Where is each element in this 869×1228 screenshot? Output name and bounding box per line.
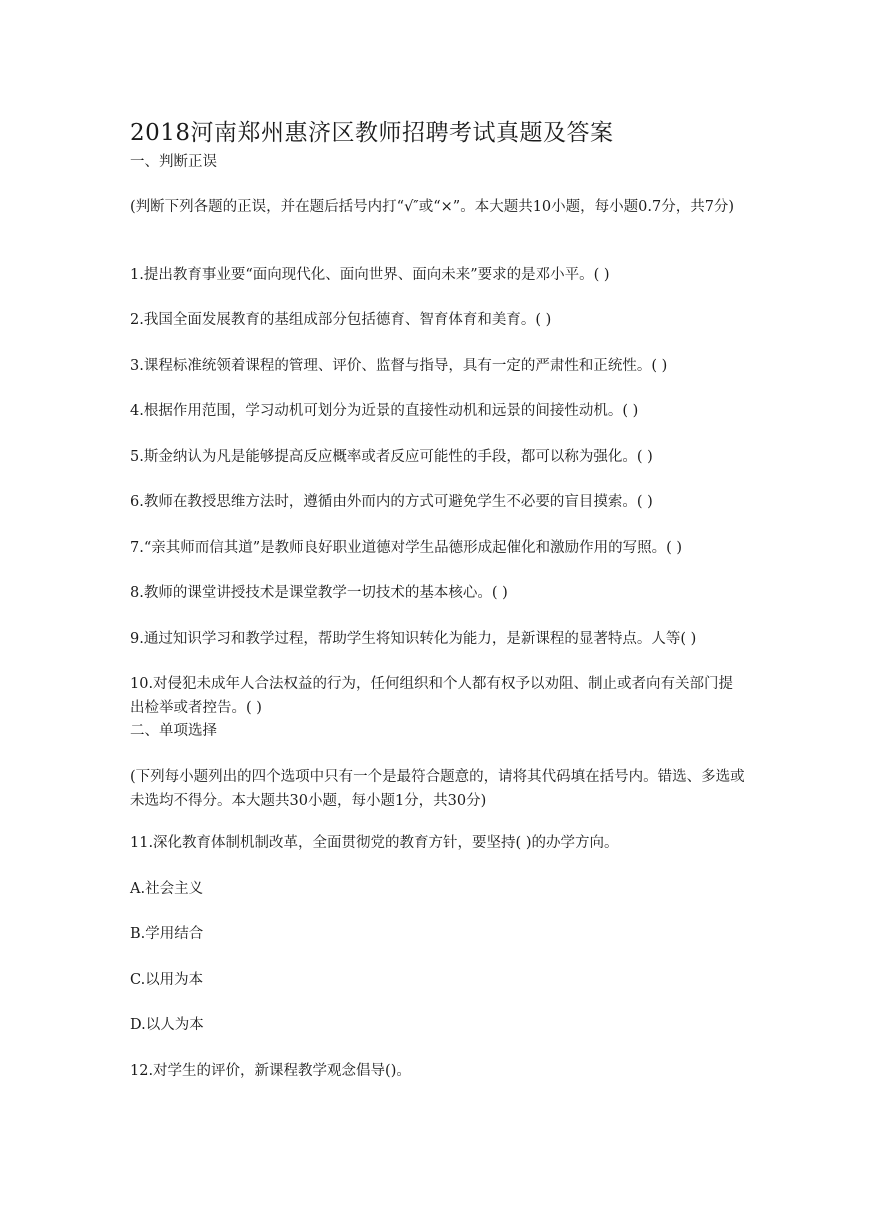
question-11-option-a: A.社会主义 <box>130 881 204 897</box>
question-9: 9.通过知识学习和教学过程，帮助学生将知识转化为能力，是新课程的显著特点。人等( ) <box>130 631 697 647</box>
question-11-option-d: D.以人为本 <box>130 1017 204 1033</box>
question-11-option-b: B.学用结合 <box>130 926 204 942</box>
question-10: 10.对侵犯未成年人合法权益的行为，任何组织和个人都有权予以劝阻、制止或者向有关部门提出检举或者控告。( ) <box>130 676 734 716</box>
question-6: 6.教师在教授思维方法时，遵循由外而内的方式可避免学生不必要的盲目摸索。( ) <box>130 494 653 510</box>
question-4: 4.根据作用范围，学习动机可划分为近景的直接性动机和远景的间接性动机。( ) <box>130 403 639 419</box>
section2-instructions: (下列每小题列出的四个选项中只有一个是最符合题意的，请将其代码填在括号内。错选、多选或未选均不得分。本大题共30小题，每小题1分，共30分) <box>130 769 745 809</box>
question-11: 11.深化教育体制机制改革，全面贯彻党的教育方针，要坚持( )的办学方向。 <box>130 835 619 851</box>
question-3: 3.课程标准统领着课程的管理、评价、监督与指导，具有一定的严肃性和正统性。( ) <box>130 358 668 374</box>
question-1: 1.提出教育事业要“面向现代化、面向世界、面向未来”要求的是邓小平。( ) <box>130 267 610 283</box>
question-5: 5.斯金纳认为凡是能够提高反应概率或者反应可能性的手段，都可以称为强化。( ) <box>130 449 653 465</box>
question-12: 12.对学生的评价，新课程教学观念倡导()。 <box>130 1063 411 1079</box>
question-11-option-c: C.以用为本 <box>130 972 204 988</box>
document-title: 2018河南郑州惠济区教师招聘考试真题及答案 <box>130 120 614 146</box>
section1-heading: 一、判断正误 <box>130 154 217 170</box>
question-8: 8.教师的课堂讲授技术是课堂教学一切技术的基本核心。( ) <box>130 585 508 601</box>
question-2: 2.我国全面发展教育的基组成部分包括德育、智育体育和美育。( ) <box>130 312 552 328</box>
question-7: 7.“亲其师而信其道”是教师良好职业道德对学生品德形成起催化和激励作用的写照。( ) <box>130 540 683 556</box>
section1-instructions: (判断下列各题的正误，并在题后括号内打“√″或“×”。本大题共10小题，每小题0.7分，共7分) <box>130 199 735 215</box>
section2-heading: 二、单项选择 <box>130 723 217 739</box>
